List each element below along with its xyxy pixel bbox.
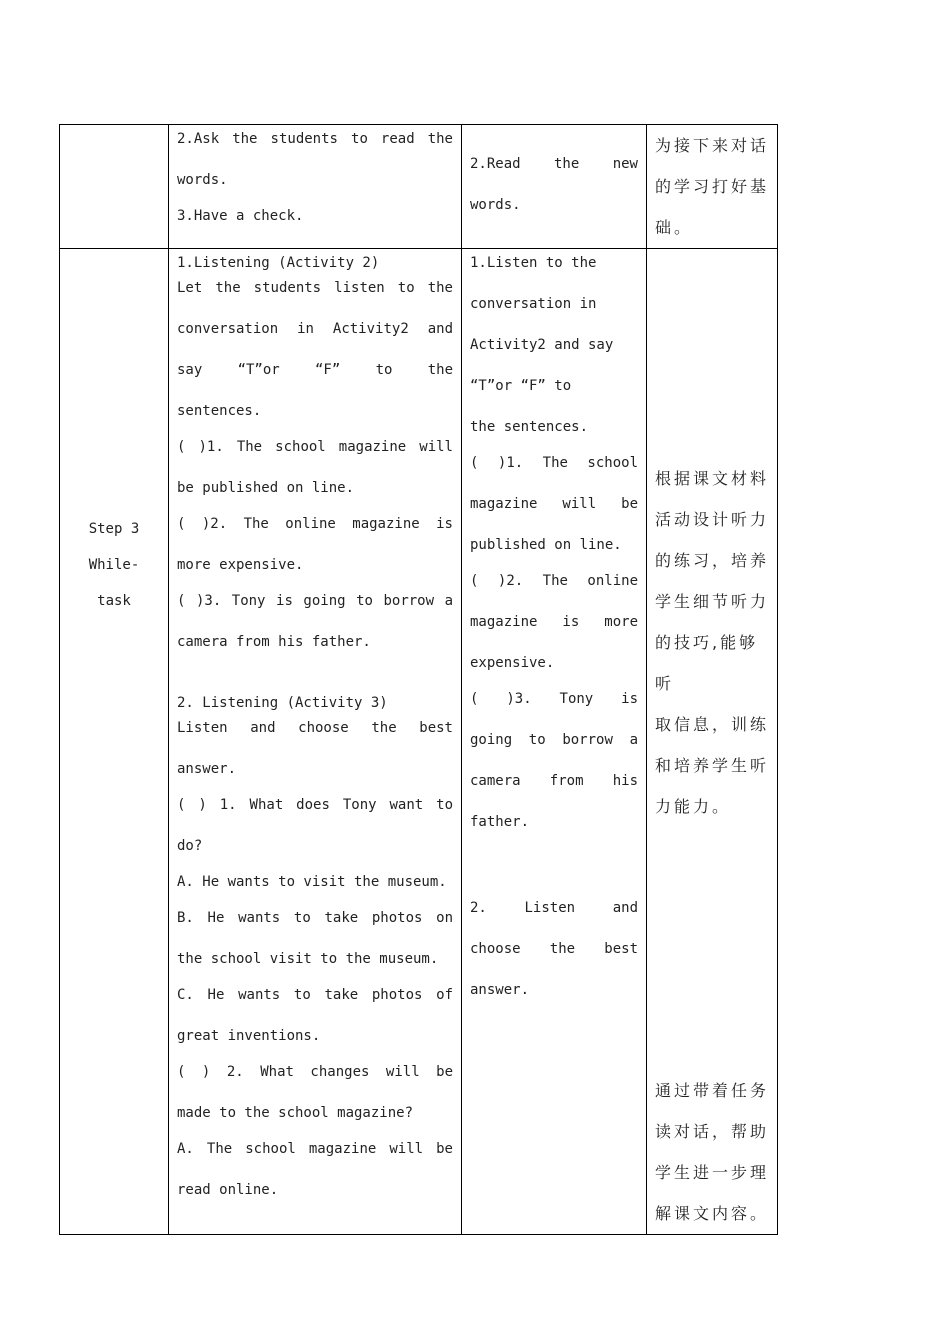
text-line: great inventions. <box>177 1028 321 1044</box>
text-line: words. <box>177 172 228 188</box>
text-line: Let the students listen to the <box>177 280 453 296</box>
step-label: Step 3 <box>88 521 140 537</box>
text-line: ( )3. Tony is going to borrow a <box>177 593 453 609</box>
text-line: do? <box>177 838 203 854</box>
text-line: answer. <box>470 982 530 998</box>
purpose-line: 通过带着任务 <box>655 1081 770 1100</box>
text-line: ( )1. The school magazine will <box>177 439 453 455</box>
purpose-line: 的技巧,能够听 <box>655 633 759 693</box>
text-line: conversation in Activity2 and <box>177 321 453 337</box>
text-line: “T”or “F” to <box>470 378 572 394</box>
step-cell <box>60 249 169 1235</box>
text-line: the school visit to the museum. <box>177 951 439 967</box>
text-line: more expensive. <box>177 557 304 573</box>
teacher-activity-cell <box>169 125 462 249</box>
table-row <box>60 125 778 249</box>
text-line: 2. Listen and <box>470 900 638 916</box>
text-line: camera from his father. <box>177 634 371 650</box>
text-line: B. He wants to take photos on <box>177 910 453 926</box>
text-line: ( ) 2. What changes will be <box>177 1064 453 1080</box>
lesson-plan-table <box>59 124 778 1235</box>
text-line: father. <box>470 814 530 830</box>
text-line: conversation in <box>470 296 597 312</box>
text-line: going to borrow a <box>470 732 638 748</box>
text-line: read online. <box>177 1182 279 1198</box>
student-activity-cell <box>462 249 647 1235</box>
purpose-line: 学生进一步理 <box>655 1163 770 1182</box>
text-line: A. The school magazine will be <box>177 1141 453 1157</box>
text-line: 1.Listen to the <box>470 255 597 271</box>
text-line: Listen and choose the best <box>177 720 453 736</box>
text-line: words. <box>470 197 521 213</box>
text-line: ( )2. The online <box>470 573 638 589</box>
text-line: A. He wants to visit the museum. <box>177 874 447 890</box>
text-line: Activity2 and say <box>470 337 614 353</box>
purpose-line: 活动设计听力 <box>655 510 770 529</box>
step-cell <box>60 125 169 249</box>
purpose-line: 读对话，帮助 <box>655 1122 770 1141</box>
text-line: ( )2. The online magazine is <box>177 516 453 532</box>
student-activity-cell <box>462 125 647 249</box>
purpose-line: 根据课文材料 <box>655 469 770 488</box>
text-line: published on line. <box>470 537 622 553</box>
text-line: magazine is more <box>470 614 638 630</box>
text-line: ( ) 1. What does Tony want to <box>177 797 453 813</box>
text-line: made to the school magazine? <box>177 1105 414 1121</box>
text-line: ( )3. Tony is <box>470 691 638 707</box>
teacher-activity-cell <box>169 249 462 1235</box>
text-line: the sentences. <box>470 419 589 435</box>
text-line: camera from his <box>470 773 638 789</box>
purpose-line: 和培养学生听 <box>655 756 770 775</box>
text-line: C. He wants to take photos of <box>177 987 453 1003</box>
text-line: 3.Have a check. <box>177 208 304 224</box>
text-line: answer. <box>177 761 237 777</box>
text-line: 2. Listening (Activity 3) <box>177 695 388 711</box>
text-line: expensive. <box>470 655 555 671</box>
text-line: 1.Listening (Activity 2) <box>177 255 380 271</box>
text-line: sentences. <box>177 403 262 419</box>
step-label: While- <box>88 557 140 573</box>
purpose-line: 的练习，培养 <box>655 551 770 570</box>
purpose-line: 础。 <box>655 218 694 237</box>
text-line: 2.Ask the students to read the <box>177 131 453 147</box>
purpose-cell <box>647 249 778 1235</box>
table-row <box>60 249 778 1235</box>
text-line: say “T”or “F” to the <box>177 362 453 378</box>
text-line: 2.Read the new <box>470 156 638 172</box>
step-label: task <box>97 593 131 609</box>
text-line: ( )1. The school <box>470 455 638 471</box>
text-line: be published on line. <box>177 480 355 496</box>
purpose-line: 为接下来对话 <box>655 136 770 155</box>
text-line: magazine will be <box>470 496 638 512</box>
purpose-line: 力能力。 <box>655 797 732 816</box>
purpose-line: 取信息，训练 <box>655 715 770 734</box>
purpose-line: 解课文内容。 <box>655 1204 770 1223</box>
purpose-line: 的学习打好基 <box>655 177 770 196</box>
purpose-cell <box>647 125 778 249</box>
text-line: choose the best <box>470 941 638 957</box>
purpose-line: 学生细节听力 <box>655 592 770 611</box>
